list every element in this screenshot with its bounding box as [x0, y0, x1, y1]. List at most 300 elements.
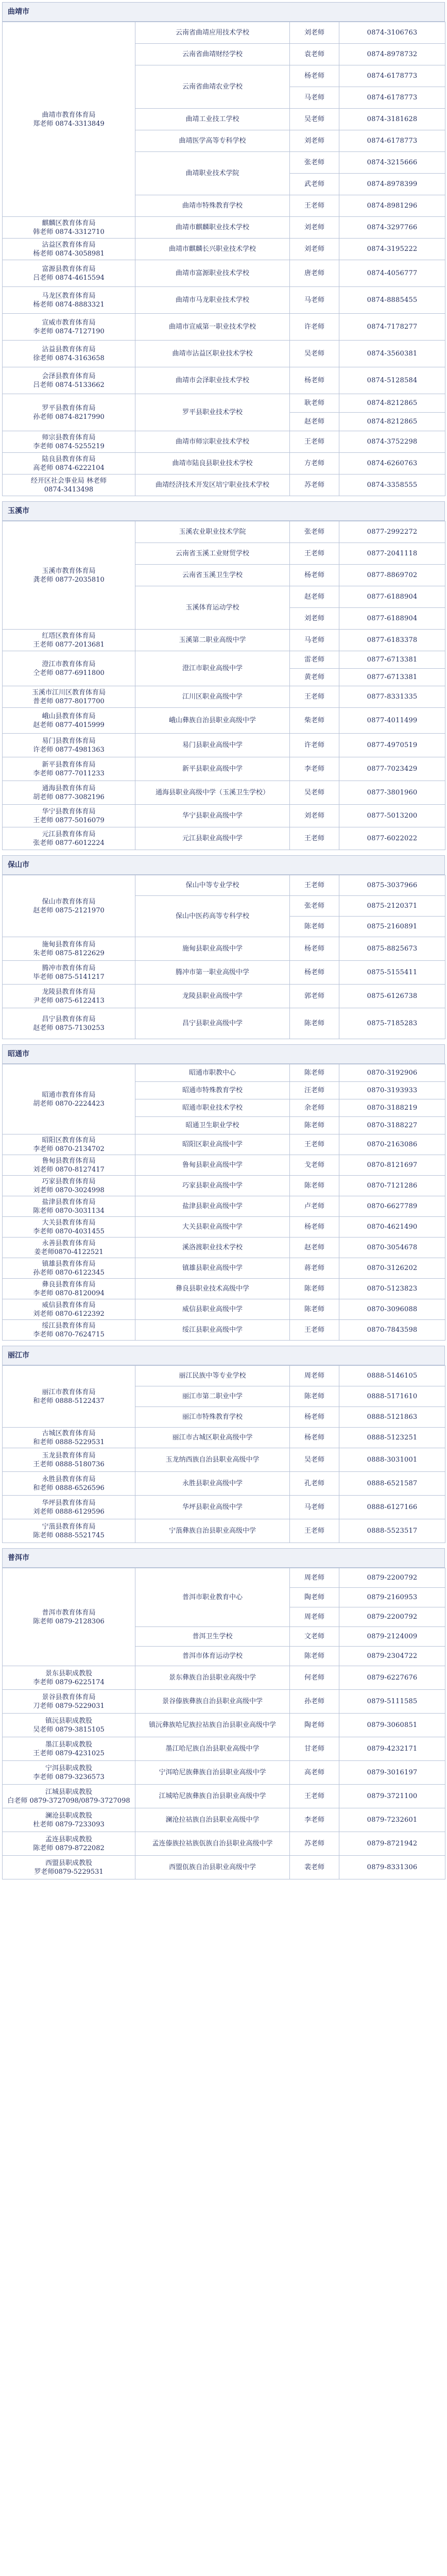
education-bureau-cell [3, 1238, 135, 1258]
bureau-line: 玉溪市教育体育局 [42, 567, 96, 575]
table-row [3, 1008, 445, 1039]
bureau-line: 0874-3413498 [44, 485, 94, 494]
bureau-line: 和老师 0888-6526596 [33, 1484, 105, 1492]
bureau-line: 龚老师 0877-2035810 [33, 575, 105, 584]
bureau-line: 孙老师 0870-6122345 [33, 1268, 105, 1277]
school-name: 龙陵县职业高级中学 [135, 985, 290, 1008]
bureau-line: 韩老师 0874-3312710 [33, 228, 105, 236]
phone-number: 0879-2304722 [339, 1647, 445, 1666]
contact-person: 吴老师 [290, 341, 339, 367]
bureau-line: 绥江县教育体育局 [42, 1321, 96, 1330]
school-name: 丽江市特殊教育学校 [135, 1407, 290, 1428]
contact-person: 王老师 [290, 875, 339, 896]
contact-person: 孔老师 [290, 1472, 339, 1496]
table-row [3, 260, 445, 287]
table-row [3, 1832, 445, 1856]
table-row [3, 937, 445, 961]
contact-table [2, 1568, 445, 1879]
bureau-line: 杨老师 0874-8883321 [33, 300, 105, 309]
phone-number: 0874-3195222 [339, 239, 445, 260]
contact-person: 许老师 [290, 734, 339, 757]
phone-number: 0877-8869702 [339, 565, 445, 586]
school-name: 曲靖市麒麟职业技术学校 [135, 217, 290, 239]
table-row [3, 1238, 445, 1258]
phone-number: 0877-2041118 [339, 543, 445, 565]
bureau-line: 龙陵县教育体育局 [42, 988, 96, 996]
education-bureau-cell [3, 1856, 135, 1879]
phone-number: 0888-5121863 [339, 1407, 445, 1428]
bureau-line: 江城县职成教股 [45, 1788, 92, 1796]
school-name: 云南省玉溪工业财贸学校 [135, 543, 290, 565]
phone-number: 0874-4056777 [339, 260, 445, 287]
phone-number: 0874-8981296 [339, 195, 445, 217]
city-title: 曲靖市 [2, 2, 445, 22]
school-name: 云南省曲靖农业学校 [135, 65, 290, 109]
bureau-line: 保山市教育体育局 [42, 897, 96, 906]
bureau-line: 昌宁县教育体育局 [42, 1015, 96, 1023]
bureau-line: 墨江县职成教股 [45, 1740, 92, 1749]
education-bureau-cell [3, 1299, 135, 1320]
city-section [2, 1548, 445, 1879]
education-bureau-cell [3, 875, 135, 937]
contact-table [2, 22, 445, 496]
bureau-line: 王老师 0888-5180736 [33, 1460, 105, 1468]
contact-person: 杨老师 [290, 367, 339, 394]
education-bureau-cell [3, 1217, 135, 1238]
school-name: 曲靖市富源职业技术学校 [135, 260, 290, 287]
education-bureau-cell [3, 1519, 135, 1543]
bureau-line: 普洱市教育体育局 [42, 1608, 96, 1617]
bureau-line: 普老师 0877-8017700 [33, 697, 105, 705]
phone-number: 0874-6178773 [339, 130, 445, 152]
bureau-line: 李老师 0870-2134702 [33, 1145, 105, 1153]
contact-person: 赵老师 [290, 1238, 339, 1258]
education-bureau-cell [3, 781, 135, 805]
phone-number: 0877-7023429 [339, 757, 445, 781]
phone-number: 0874-3297766 [339, 217, 445, 239]
table-row [3, 651, 445, 669]
table-row [3, 1737, 445, 1761]
table-row [3, 431, 445, 453]
table-row [3, 521, 445, 543]
bureau-line: 和老师 0888-5229531 [33, 1438, 105, 1446]
education-bureau-cell [3, 1279, 135, 1299]
phone-number: 0870-5123823 [339, 1279, 445, 1299]
bureau-line: 通海县教育体育局 [42, 784, 96, 792]
bureau-line: 孙老师 0874-8217990 [33, 413, 105, 421]
table-row [3, 239, 445, 260]
bureau-line: 赵老师 0875-2121970 [33, 906, 105, 914]
contact-person: 余老师 [290, 1099, 339, 1117]
bureau-line: 陆良县教育体育局 [42, 455, 96, 463]
bureau-line: 威信县教育体育局 [42, 1301, 96, 1309]
bureau-line: 腾冲市教育体育局 [42, 964, 96, 972]
bureau-line: 古城区教育体育局 [42, 1429, 96, 1437]
school-name: 昭阳区职业高级中学 [135, 1134, 290, 1155]
school-name: 盐津县职业高级中学 [135, 1196, 290, 1217]
phone-number: 0874-6178773 [339, 87, 445, 109]
school-name: 曲靖市麒麟长兴职业技术学校 [135, 239, 290, 260]
education-bureau-cell [3, 1666, 135, 1690]
education-bureau-cell [3, 937, 135, 961]
table-row [3, 341, 445, 367]
school-name: 曲靖医学高等专科学校 [135, 130, 290, 152]
contact-person: 甘老师 [290, 1737, 339, 1761]
school-name: 云南省玉溪卫生学校 [135, 565, 290, 586]
bureau-line: 易门县教育体育局 [42, 737, 96, 745]
school-name: 澄江市职业高级中学 [135, 651, 290, 686]
contact-person: 赵老师 [290, 586, 339, 608]
table-row [3, 805, 445, 827]
school-name: 元江县职业高级中学 [135, 827, 290, 850]
bureau-line: 镇沅县职成教股 [45, 1717, 92, 1725]
table-row [3, 630, 445, 651]
contact-person: 苏老师 [290, 474, 339, 496]
bureau-line: 施甸县教育体育局 [42, 940, 96, 948]
contact-person: 马老师 [290, 1496, 339, 1519]
phone-number: 0877-6713381 [339, 669, 445, 686]
education-bureau-cell [3, 1808, 135, 1832]
education-bureau-cell [3, 314, 135, 341]
education-bureau-cell [3, 686, 135, 708]
contact-person: 高老师 [290, 1761, 339, 1785]
bureau-line: 沾益县教育体育局 [42, 345, 96, 353]
phone-number: 0888-3031001 [339, 1448, 445, 1472]
table-row [3, 734, 445, 757]
bureau-line: 镇雄县教育体育局 [42, 1260, 96, 1268]
contact-person: 李老师 [290, 757, 339, 781]
education-bureau-cell [3, 453, 135, 474]
education-bureau-cell [3, 1134, 135, 1155]
school-name: 丽江市第二职业中学 [135, 1386, 290, 1407]
table-row [3, 1808, 445, 1832]
contact-directory [2, 2, 445, 1879]
table-row [3, 827, 445, 850]
contact-person: 黄老师 [290, 669, 339, 686]
school-name: 昭通市特殊教育学校 [135, 1082, 290, 1099]
bureau-line: 玉溪市江川区教育体育局 [31, 688, 106, 697]
phone-number: 0874-3181628 [339, 109, 445, 130]
school-name: 绥江县职业高级中学 [135, 1320, 290, 1341]
phone-number: 0874-3215666 [339, 152, 445, 174]
contact-person: 唐老师 [290, 260, 339, 287]
contact-person: 陈老师 [290, 1279, 339, 1299]
phone-number: 0879-3060851 [339, 1714, 445, 1737]
phone-number: 0879-3721100 [339, 1785, 445, 1808]
city-section [2, 1346, 445, 1543]
contact-person: 王老师 [290, 1320, 339, 1341]
contact-person: 裴老师 [290, 1856, 339, 1879]
contact-person: 雷老师 [290, 651, 339, 669]
bureau-line: 刘老师 0870-3024998 [33, 1186, 105, 1194]
bureau-line: 西盟县职成教股 [45, 1859, 92, 1867]
school-name: 通海县职业高级中学（玉溪卫生学校） [135, 781, 290, 805]
table-row [3, 22, 445, 44]
bureau-line: 鲁甸县教育体育局 [42, 1157, 96, 1165]
table-row [3, 1217, 445, 1238]
contact-person: 王老师 [290, 431, 339, 453]
phone-number: 0870-3188219 [339, 1099, 445, 1117]
bureau-line: 王老师 0879-4231025 [33, 1749, 105, 1757]
school-name: 保山中医药高等专科学校 [135, 896, 290, 937]
contact-person: 李老师 [290, 1808, 339, 1832]
contact-person: 陈老师 [290, 1647, 339, 1666]
table-row [3, 1690, 445, 1714]
school-name: 宁洱哈尼族彝族自治县职业高级中学 [135, 1761, 290, 1785]
contact-person: 何老师 [290, 1666, 339, 1690]
bureau-line: 姜老师0870-4122521 [34, 1248, 104, 1256]
bureau-line: 吕老师 0874-4615594 [33, 274, 105, 282]
education-bureau-cell [3, 22, 135, 217]
education-bureau-cell [3, 1155, 135, 1176]
phone-number: 0879-6227676 [339, 1666, 445, 1690]
school-name: 江城哈尼族彝族自治县职业高级中学 [135, 1785, 290, 1808]
contact-person: 陈老师 [290, 1386, 339, 1407]
contact-person: 陈老师 [290, 1299, 339, 1320]
table-row [3, 1366, 445, 1386]
contact-person: 周老师 [290, 1568, 339, 1588]
education-bureau-cell [3, 217, 135, 239]
school-name: 罗平县职业技术学校 [135, 394, 290, 431]
contact-person: 苏老师 [290, 1832, 339, 1856]
school-name: 威信县职业高级中学 [135, 1299, 290, 1320]
bureau-line: 宁洱县职成教股 [45, 1764, 92, 1772]
bureau-line: 李老师 0874-7127190 [33, 327, 105, 335]
school-name: 云南省曲靖应用技术学校 [135, 22, 290, 44]
bureau-line: 赵老师 0877-4015999 [33, 721, 105, 729]
education-bureau-cell [3, 1258, 135, 1279]
contact-person: 马老师 [290, 287, 339, 314]
contact-person: 汪老师 [290, 1082, 339, 1099]
contact-person: 刘老师 [290, 608, 339, 630]
phone-number: 0879-2160953 [339, 1588, 445, 1607]
bureau-line: 陈老师 0870-3031134 [33, 1207, 105, 1215]
school-name: 昭通市职教中心 [135, 1064, 290, 1082]
education-bureau-cell [3, 1496, 135, 1519]
bureau-line: 杨老师 0874-3058981 [33, 249, 105, 258]
bureau-line: 李老师 0874-5255219 [33, 442, 105, 450]
phone-number: 0870-3188227 [339, 1117, 445, 1134]
bureau-line: 罗老师0879-5229531 [34, 1868, 104, 1876]
table-row [3, 453, 445, 474]
phone-number: 0888-6127166 [339, 1496, 445, 1519]
phone-number: 0877-6022022 [339, 827, 445, 850]
contact-person: 吴老师 [290, 109, 339, 130]
phone-number: 0877-4970519 [339, 734, 445, 757]
bureau-line: 毕老师 0875-5141217 [33, 973, 105, 981]
phone-number: 0870-7843598 [339, 1320, 445, 1341]
contact-person: 陈老师 [290, 1064, 339, 1082]
bureau-line: 师宗县教育体育局 [42, 433, 96, 442]
phone-number: 0877-5013200 [339, 805, 445, 827]
bureau-line: 景谷县教育体育局 [42, 1693, 96, 1701]
contact-person: 杨老师 [290, 1428, 339, 1448]
education-bureau-cell [3, 1785, 135, 1808]
bureau-line: 杜老师 0879-7233093 [33, 1820, 105, 1828]
phone-number: 0874-3106763 [339, 22, 445, 44]
bureau-line: 李老师 0879-6225174 [33, 1678, 105, 1686]
phone-number: 0870-3096088 [339, 1299, 445, 1320]
bureau-line: 刀老师 0879-5229031 [33, 1702, 105, 1710]
school-name: 永胜县职业高级中学 [135, 1472, 290, 1496]
bureau-line: 吕老师 0874-5133662 [33, 381, 105, 389]
education-bureau-cell [3, 1428, 135, 1448]
contact-person: 陈老师 [290, 1117, 339, 1134]
contact-person: 陶老师 [290, 1588, 339, 1607]
phone-number: 0870-3054678 [339, 1238, 445, 1258]
city-title: 普洱市 [2, 1548, 445, 1568]
education-bureau-cell [3, 1320, 135, 1341]
contact-person: 王老师 [290, 1134, 339, 1155]
education-bureau-cell [3, 431, 135, 453]
school-name: 华宁县职业高级中学 [135, 805, 290, 827]
table-row [3, 1299, 445, 1320]
table-row [3, 1258, 445, 1279]
phone-number: 0877-6183378 [339, 630, 445, 651]
phone-number: 0874-7178277 [339, 314, 445, 341]
education-bureau-cell [3, 708, 135, 734]
table-row [3, 1176, 445, 1196]
contact-person: 方老师 [290, 453, 339, 474]
phone-number: 0870-3126202 [339, 1258, 445, 1279]
city-section [2, 855, 445, 1039]
phone-number: 0888-6521587 [339, 1472, 445, 1496]
phone-number: 0879-2200792 [339, 1607, 445, 1627]
phone-number: 0877-2992272 [339, 521, 445, 543]
school-name: 曲靖市马龙职业技术学校 [135, 287, 290, 314]
contact-person: 马老师 [290, 630, 339, 651]
contact-person: 王老师 [290, 686, 339, 708]
bureau-line: 富源县教育体育局 [42, 265, 96, 273]
bureau-line: 沾益区教育体育局 [42, 241, 96, 249]
bureau-line: 玉龙县教育体育局 [42, 1451, 96, 1460]
school-name: 丽江市古城区职业高级中学 [135, 1428, 290, 1448]
contact-person: 耿老师 [290, 394, 339, 413]
bureau-line: 郑老师 0874-3313849 [33, 120, 105, 128]
school-name: 玉溪体育运动学校 [135, 586, 290, 630]
contact-person: 吴老师 [290, 781, 339, 805]
contact-person: 赵老师 [290, 413, 339, 431]
bureau-line: 盐津县教育体育局 [42, 1198, 96, 1206]
school-name: 镇沅彝族哈尼族拉祜族自治县职业高级中学 [135, 1714, 290, 1737]
bureau-line: 尹老师 0875-6122413 [33, 996, 105, 1005]
contact-person: 王老师 [290, 1785, 339, 1808]
contact-person: 杨老师 [290, 1407, 339, 1428]
education-bureau-cell [3, 1690, 135, 1714]
school-name: 曲靖市陆良县职业技术学校 [135, 453, 290, 474]
bureau-line: 刘老师 0888-6129596 [33, 1507, 105, 1516]
phone-number: 0874-8212865 [339, 413, 445, 431]
bureau-line: 罗平县教育体育局 [42, 404, 96, 412]
table-row [3, 287, 445, 314]
phone-number: 0875-3037966 [339, 875, 445, 896]
table-row [3, 686, 445, 708]
school-name: 普洱市职业教育中心 [135, 1568, 290, 1627]
bureau-line: 吴老师 0879-3815105 [33, 1725, 105, 1734]
bureau-line: 华宁县教育体育局 [42, 807, 96, 816]
table-row [3, 1472, 445, 1496]
city-title: 玉溪市 [2, 501, 445, 521]
table-row [3, 1666, 445, 1690]
school-name: 普洱市体育运动学校 [135, 1647, 290, 1666]
school-name: 普洱卫生学校 [135, 1627, 290, 1647]
contact-person: 武老师 [290, 174, 339, 195]
education-bureau-cell [3, 521, 135, 630]
bureau-line: 李老师 0870-7624715 [33, 1330, 105, 1338]
city-title: 昭通市 [2, 1044, 445, 1064]
education-bureau-cell [3, 827, 135, 850]
table-row [3, 474, 445, 496]
phone-number: 0879-4232171 [339, 1737, 445, 1761]
education-bureau-cell [3, 1064, 135, 1134]
education-bureau-cell [3, 1714, 135, 1737]
table-row [3, 1428, 445, 1448]
phone-number: 0877-6188904 [339, 586, 445, 608]
table-row [3, 1320, 445, 1341]
bureau-line: 仝老师 0877-6911800 [33, 669, 105, 677]
bureau-line: 孟连县职成教股 [45, 1835, 92, 1843]
phone-number: 0888-5171610 [339, 1386, 445, 1407]
bureau-line: 刘老师 0870-8127417 [33, 1165, 105, 1174]
bureau-line: 红塔区教育体育局 [42, 632, 96, 640]
education-bureau-cell [3, 734, 135, 757]
contact-person: 陶老师 [290, 1714, 339, 1737]
school-name: 墨江哈尼族自治县职业高级中学 [135, 1737, 290, 1761]
bureau-line: 王老师 0877-5016079 [33, 816, 105, 824]
bureau-line: 朱老师 0875-8122629 [33, 949, 105, 957]
table-row [3, 1064, 445, 1082]
bureau-line: 昭阳区教育体育局 [42, 1136, 96, 1144]
education-bureau-cell [3, 1568, 135, 1666]
school-name: 新平县职业高级中学 [135, 757, 290, 781]
table-row [3, 781, 445, 805]
contact-person: 王老师 [290, 195, 339, 217]
table-row [3, 394, 445, 413]
phone-number: 0875-2160891 [339, 917, 445, 937]
school-name: 宁蒗彝族自治县职业高级中学 [135, 1519, 290, 1543]
table-row [3, 1496, 445, 1519]
contact-person: 杨老师 [290, 65, 339, 87]
bureau-line: 王老师 0877-2013681 [33, 640, 105, 649]
school-name: 曲靖市特殊教育学校 [135, 195, 290, 217]
bureau-line: 彝良县教育体育局 [42, 1280, 96, 1289]
table-row [3, 708, 445, 734]
table-row [3, 757, 445, 781]
bureau-line: 曲靖市教育体育局 [42, 111, 96, 119]
table-row [3, 1761, 445, 1785]
contact-person: 杨老师 [290, 961, 339, 985]
phone-number: 0879-2200792 [339, 1568, 445, 1588]
phone-number: 0877-6713381 [339, 651, 445, 669]
phone-number: 0879-2124009 [339, 1627, 445, 1647]
education-bureau-cell [3, 394, 135, 431]
table-row [3, 1196, 445, 1217]
phone-number: 0879-8331306 [339, 1856, 445, 1879]
contact-person: 卢老师 [290, 1196, 339, 1217]
contact-person: 刘老师 [290, 22, 339, 44]
bureau-line: 景东县职成教股 [45, 1669, 92, 1677]
education-bureau-cell [3, 287, 135, 314]
school-name: 巧家县职业高级中学 [135, 1176, 290, 1196]
education-bureau-cell [3, 961, 135, 985]
phone-number: 0870-3192906 [339, 1064, 445, 1082]
city-section [2, 1044, 445, 1341]
school-name: 澜沧拉祜族自治县职业高级中学 [135, 1808, 290, 1832]
education-bureau-cell [3, 757, 135, 781]
phone-number: 0879-8721942 [339, 1832, 445, 1856]
school-name: 镇雄县职业高级中学 [135, 1258, 290, 1279]
contact-person: 刘老师 [290, 805, 339, 827]
